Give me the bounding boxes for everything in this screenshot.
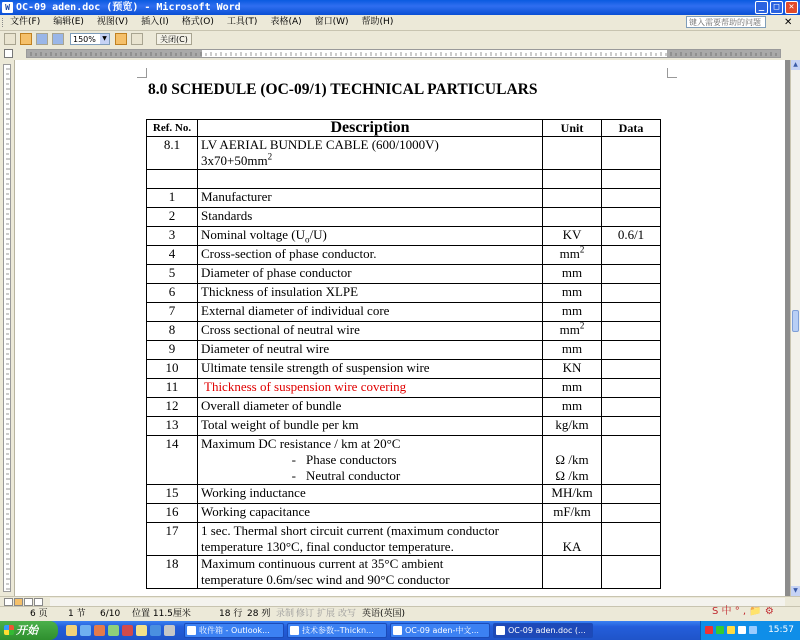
unit-cell: [543, 417, 602, 436]
table-row: [147, 284, 661, 303]
web-view-icon[interactable]: [14, 598, 23, 606]
data-cell: [602, 417, 661, 436]
unit-text: KA: [562, 539, 582, 554]
vertical-ruler: [0, 60, 15, 596]
task-document-active[interactable]: OC-09 aden.doc (...: [493, 623, 593, 638]
window-title: OC-09 aden.doc (预览) - Microsoft Word: [16, 2, 241, 13]
description-line-2: temperature 130°C, final conductor temperature.: [201, 539, 454, 554]
ref-cell: [147, 523, 198, 556]
status-pages: 6/10: [100, 609, 121, 619]
tray-network-icon[interactable]: [716, 626, 724, 634]
quicklaunch-app-icon[interactable]: [136, 625, 147, 636]
windows-logo-icon: [4, 625, 14, 635]
table-row: [147, 436, 661, 485]
description-text: External diameter of individual core: [201, 303, 390, 318]
vertical-ruler-scale[interactable]: [3, 64, 11, 592]
description-cell: [198, 265, 543, 284]
close-preview-button[interactable]: 关闭(C): [156, 33, 192, 45]
description-text: Total weight of bundle per km: [201, 417, 359, 432]
task-document-1[interactable]: 技术参数--Thickn...: [287, 623, 387, 638]
unit-cell: [543, 284, 602, 303]
header-description: Description: [198, 120, 543, 137]
sub-item: [201, 452, 542, 468]
unit-cell: [543, 265, 602, 284]
subscript: o: [304, 234, 310, 245]
multiple-pages-icon[interactable]: [52, 33, 64, 45]
quicklaunch-app-icon[interactable]: [150, 625, 161, 636]
description-line-2: 3x70+50mm: [201, 153, 268, 168]
unit-text: Ω /km: [555, 468, 589, 483]
description-cell: [198, 417, 543, 436]
sub-item-label: Neutral conductor: [306, 468, 401, 483]
ref-number: 2: [168, 208, 176, 223]
superscript: 2: [267, 151, 273, 162]
table-row: [147, 265, 661, 284]
ref-cell: [147, 137, 198, 170]
ruler-scale[interactable]: [26, 49, 781, 58]
description-cell: [198, 170, 543, 189]
description-text: 1 sec. Thermal short circuit current (maximum conductor: [201, 523, 499, 538]
task-outlook[interactable]: 收件箱 - Outlook...: [184, 623, 284, 638]
word-icon: [393, 626, 402, 635]
data-cell: [602, 170, 661, 189]
unit-cell: [543, 523, 602, 556]
description-cell: [198, 284, 543, 303]
tab-selector-icon[interactable]: [4, 49, 13, 58]
unit-cell: [543, 227, 602, 246]
ref-number: 10: [165, 360, 179, 375]
title-bar: [0, 0, 800, 15]
status-rec[interactable]: 录制: [276, 609, 295, 619]
description-cell: [198, 322, 543, 341]
description-text: Diameter of phase conductor: [201, 265, 352, 280]
magnifier-icon[interactable]: [20, 33, 32, 45]
status-line: 18 行: [219, 609, 243, 619]
data-cell: [602, 284, 661, 303]
unit-text: KV: [562, 227, 582, 242]
status-bar: [0, 606, 800, 621]
ref-number: 12: [165, 398, 179, 413]
ref-number: 5: [168, 265, 176, 280]
ref-number: 1: [168, 189, 176, 204]
data-cell: [602, 556, 661, 589]
unit-cell: [543, 137, 602, 170]
description-cell: [198, 189, 543, 208]
unit-cell: [543, 556, 602, 589]
description-cell: [198, 436, 543, 485]
menu-item[interactable]: 工具(T): [226, 17, 258, 27]
unit-text: mm: [561, 341, 583, 356]
ref-cell: [147, 485, 198, 504]
data-cell: [602, 189, 661, 208]
unit-cell: [543, 485, 602, 504]
quicklaunch-media-icon[interactable]: [94, 625, 105, 636]
header-ref-no: Ref. No.: [147, 120, 198, 137]
data-cell: [602, 485, 661, 504]
unit-text: mF/km: [553, 504, 591, 519]
vertical-ruler-ticks: [4, 65, 12, 593]
ime-toolbar[interactable]: S 中 ° , 📁 ⚙: [712, 606, 774, 617]
description-text: Cross sectional of neutral wire: [201, 322, 360, 337]
unit-text: MH/km: [551, 485, 593, 500]
normal-view-icon[interactable]: [4, 598, 13, 606]
system-tray: [700, 621, 800, 640]
ref-cell: [147, 417, 198, 436]
description-cell: [198, 208, 543, 227]
description-text: Standards: [201, 208, 253, 223]
description-cell: [198, 556, 543, 589]
zoom-select[interactable]: [70, 33, 110, 45]
data-cell: [602, 341, 661, 360]
ref-cell: [147, 170, 198, 189]
help-search-input[interactable]: 键入需要帮助的问题: [686, 16, 766, 28]
data-cell: [602, 322, 661, 341]
document-page: [15, 60, 785, 596]
maximize-icon[interactable]: □: [770, 1, 783, 14]
description-cell: [198, 303, 543, 322]
ref-number: 16: [165, 504, 179, 519]
ref-number: 8: [168, 322, 176, 337]
ref-cell: [147, 246, 198, 265]
superscript: 2: [579, 320, 585, 331]
header-data: Data: [602, 120, 661, 137]
status-trk[interactable]: 修订: [296, 609, 315, 619]
description-text: Maximum DC resistance / km at 20°C: [201, 436, 401, 451]
description-cell: [198, 485, 543, 504]
minimize-icon[interactable]: _: [755, 1, 768, 14]
table-row: [147, 303, 661, 322]
description-line-2: temperature 0.6m/sec wind and 90°C conductor: [201, 572, 450, 587]
unit-cell: [543, 379, 602, 398]
close-document-icon[interactable]: ✕: [784, 17, 793, 28]
menu-bar: [0, 15, 800, 31]
ref-number: 11: [165, 379, 179, 394]
unit-text: kg/km: [555, 417, 589, 432]
unit-cell: [543, 303, 602, 322]
ref-cell: [147, 556, 198, 589]
vertical-scrollbar[interactable]: [790, 60, 800, 596]
data-cell: [602, 436, 661, 485]
document-area: [15, 60, 790, 596]
status-ovr[interactable]: 改写: [338, 609, 357, 619]
ref-number: 13: [165, 417, 179, 432]
taskbar: [0, 621, 800, 640]
ruler-ticks: [27, 50, 781, 58]
start-button[interactable]: [0, 621, 58, 640]
description-text: Working inductance: [201, 485, 306, 500]
word-icon: [496, 626, 505, 635]
description-cell: [198, 398, 543, 417]
unit-text: Ω /km: [555, 452, 589, 467]
crop-mark: [667, 68, 677, 78]
data-cell: [602, 227, 661, 246]
table-row: [147, 189, 661, 208]
table-row: [147, 417, 661, 436]
ref-cell: [147, 322, 198, 341]
unit-cell: [543, 360, 602, 379]
table-row: [147, 170, 661, 189]
unit-text: mm: [561, 284, 583, 299]
crop-mark: [137, 68, 147, 78]
view-ruler-icon[interactable]: [115, 33, 127, 45]
ref-number: 9: [168, 341, 176, 356]
task-document-2[interactable]: OC-09 aden-中文...: [390, 623, 490, 638]
unit-cell: [543, 341, 602, 360]
scroll-up-icon[interactable]: ▲: [791, 60, 800, 70]
table-row: [147, 523, 661, 556]
table-row: [147, 485, 661, 504]
sub-item-label: Phase conductors: [306, 452, 397, 467]
quicklaunch-app-icon[interactable]: [164, 625, 175, 636]
status-section: 1 节: [68, 609, 86, 619]
table-row: [147, 556, 661, 589]
table-row: [147, 208, 661, 227]
print-view-icon[interactable]: [24, 598, 33, 606]
data-cell: [602, 379, 661, 398]
menu-grip[interactable]: [2, 18, 6, 27]
zoom-value: 150%: [73, 35, 96, 44]
quicklaunch-desktop-icon[interactable]: [66, 625, 77, 636]
ref-cell: [147, 227, 198, 246]
unit-cell: [543, 189, 602, 208]
unit-cell: [543, 208, 602, 227]
data-cell: [602, 360, 661, 379]
one-page-icon[interactable]: [36, 33, 48, 45]
unit-cell: [543, 398, 602, 417]
unit-text: mm: [561, 398, 583, 413]
description-text: Manufacturer: [201, 189, 272, 204]
schedule-heading: 8.0 SCHEDULE (OC-09/1) TECHNICAL PARTICULARS: [148, 81, 538, 98]
status-position: 位置 11.5厘米: [132, 609, 191, 619]
ref-number: 17: [165, 523, 179, 538]
data-cell: [602, 246, 661, 265]
menu-items: [10, 15, 393, 30]
description-text: Diameter of neutral wire: [201, 341, 330, 356]
description-text: Nominal voltage (U: [201, 227, 305, 242]
description-text: Maximum continuous current at 35°C ambient: [201, 556, 444, 571]
technical-particulars-table: [146, 119, 661, 589]
menu-item[interactable]: 视图(V): [96, 17, 129, 27]
ref-cell: [147, 303, 198, 322]
unit-text: mm: [559, 246, 580, 261]
print-preview-toolbar: [0, 31, 800, 48]
data-cell: [602, 398, 661, 417]
horizontal-ruler: [0, 47, 800, 61]
table-row: [147, 322, 661, 341]
sub-item-dash: -: [291, 452, 296, 467]
ref-number: 6: [168, 284, 176, 299]
menu-item[interactable]: 帮助(H): [361, 17, 394, 27]
ref-cell: [147, 341, 198, 360]
ref-cell: [147, 360, 198, 379]
ref-cell: [147, 398, 198, 417]
ref-number: 7: [168, 303, 176, 318]
description-text: Thickness of insulation XLPE: [201, 284, 359, 299]
description-cell: [198, 137, 543, 170]
description-cell: [198, 379, 543, 398]
table-row: [147, 137, 661, 170]
unit-cell: [543, 436, 602, 485]
ref-cell: [147, 265, 198, 284]
word-app-icon[interactable]: W: [2, 2, 13, 13]
word-icon: [290, 626, 299, 635]
description-text: Overall diameter of bundle: [201, 398, 342, 413]
status-column: 28 列: [247, 609, 271, 619]
tray-volume-icon[interactable]: [727, 626, 735, 634]
table-row: [147, 360, 661, 379]
ref-cell: [147, 436, 198, 485]
description-text: Working capacitance: [201, 504, 311, 519]
unit-text: mm: [559, 322, 580, 337]
tray-app-icon[interactable]: [749, 626, 757, 634]
outline-view-icon[interactable]: [34, 598, 43, 606]
description-cell: [198, 227, 543, 246]
ref-number: 3: [168, 227, 176, 242]
description-text: LV AERIAL BUNDLE CABLE (600/1000V): [201, 137, 439, 152]
table-row: [147, 379, 661, 398]
description-cell: [198, 246, 543, 265]
table-row: [147, 246, 661, 265]
ref-cell: [147, 208, 198, 227]
description-cell: [198, 341, 543, 360]
sub-item: [201, 468, 542, 484]
quicklaunch-app-icon[interactable]: [122, 625, 133, 636]
description-text: Thickness of suspension wire covering: [204, 379, 407, 394]
ref-number: 4: [168, 246, 176, 261]
table-row: [147, 341, 661, 360]
menu-item[interactable]: 格式(O): [181, 17, 214, 27]
print-icon[interactable]: [4, 33, 16, 45]
ref-cell: [147, 284, 198, 303]
tray-app-icon[interactable]: [738, 626, 746, 634]
ref-number: 15: [165, 485, 179, 500]
ref-cell: [147, 379, 198, 398]
status-page: 6 页: [30, 609, 48, 619]
taskbar-clock: 15:57: [768, 625, 794, 635]
table-row: [147, 227, 661, 246]
superscript: 2: [579, 244, 585, 255]
table-row: [147, 398, 661, 417]
menu-item[interactable]: 窗口(W): [314, 17, 349, 27]
status-language: 英语(英国): [362, 609, 406, 619]
unit-cell: [543, 322, 602, 341]
unit-cell: [543, 504, 602, 523]
unit-text: KN: [562, 360, 582, 375]
status-ext[interactable]: 扩展: [317, 609, 336, 619]
window-controls: [755, 1, 798, 14]
quicklaunch-app-icon[interactable]: [108, 625, 119, 636]
close-icon[interactable]: ✕: [785, 1, 798, 14]
ref-number: 18: [165, 556, 179, 571]
menu-item[interactable]: 表格(A): [270, 17, 302, 27]
description-text: Ultimate tensile strength of suspension wire: [201, 360, 430, 375]
horizontal-scroll-track[interactable]: [50, 598, 785, 606]
table-row: [147, 504, 661, 523]
data-cell: [602, 504, 661, 523]
data-cell: [602, 137, 661, 170]
ref-cell: [147, 189, 198, 208]
unit-text: mm: [561, 265, 583, 280]
outlook-icon: [187, 626, 196, 635]
chevron-down-icon[interactable]: ▼: [100, 34, 109, 44]
menu-item[interactable]: 文件(F): [10, 17, 41, 27]
menu-item[interactable]: 插入(I): [141, 17, 169, 27]
shrink-to-fit-icon[interactable]: [131, 33, 143, 45]
header-unit: Unit: [543, 120, 602, 137]
description-tail: /U): [309, 227, 327, 242]
scroll-down-icon[interactable]: ▼: [791, 586, 800, 596]
scrollbar-thumb[interactable]: [792, 310, 799, 332]
data-cell: [602, 265, 661, 284]
ref-cell: [147, 504, 198, 523]
start-label: 开始: [16, 624, 38, 637]
unit-cell: [543, 170, 602, 189]
data-cell: [602, 303, 661, 322]
tray-app-icon[interactable]: [705, 626, 713, 634]
description-cell: [198, 504, 543, 523]
unit-cell: [543, 246, 602, 265]
data-value: 0.6/1: [617, 227, 645, 242]
data-cell: [602, 523, 661, 556]
unit-text: mm: [561, 379, 583, 394]
data-cell: [602, 208, 661, 227]
description-cell: [198, 360, 543, 379]
description-text: Cross-section of phase conductor.: [201, 246, 377, 261]
unit-text: mm: [561, 303, 583, 318]
description-cell: [198, 523, 543, 556]
ref-number: 14: [165, 436, 179, 451]
quicklaunch-ie-icon[interactable]: [80, 625, 91, 636]
menu-item[interactable]: 编辑(E): [53, 17, 84, 27]
sub-item-dash: -: [291, 468, 296, 483]
ref-number: 8.1: [163, 137, 181, 152]
